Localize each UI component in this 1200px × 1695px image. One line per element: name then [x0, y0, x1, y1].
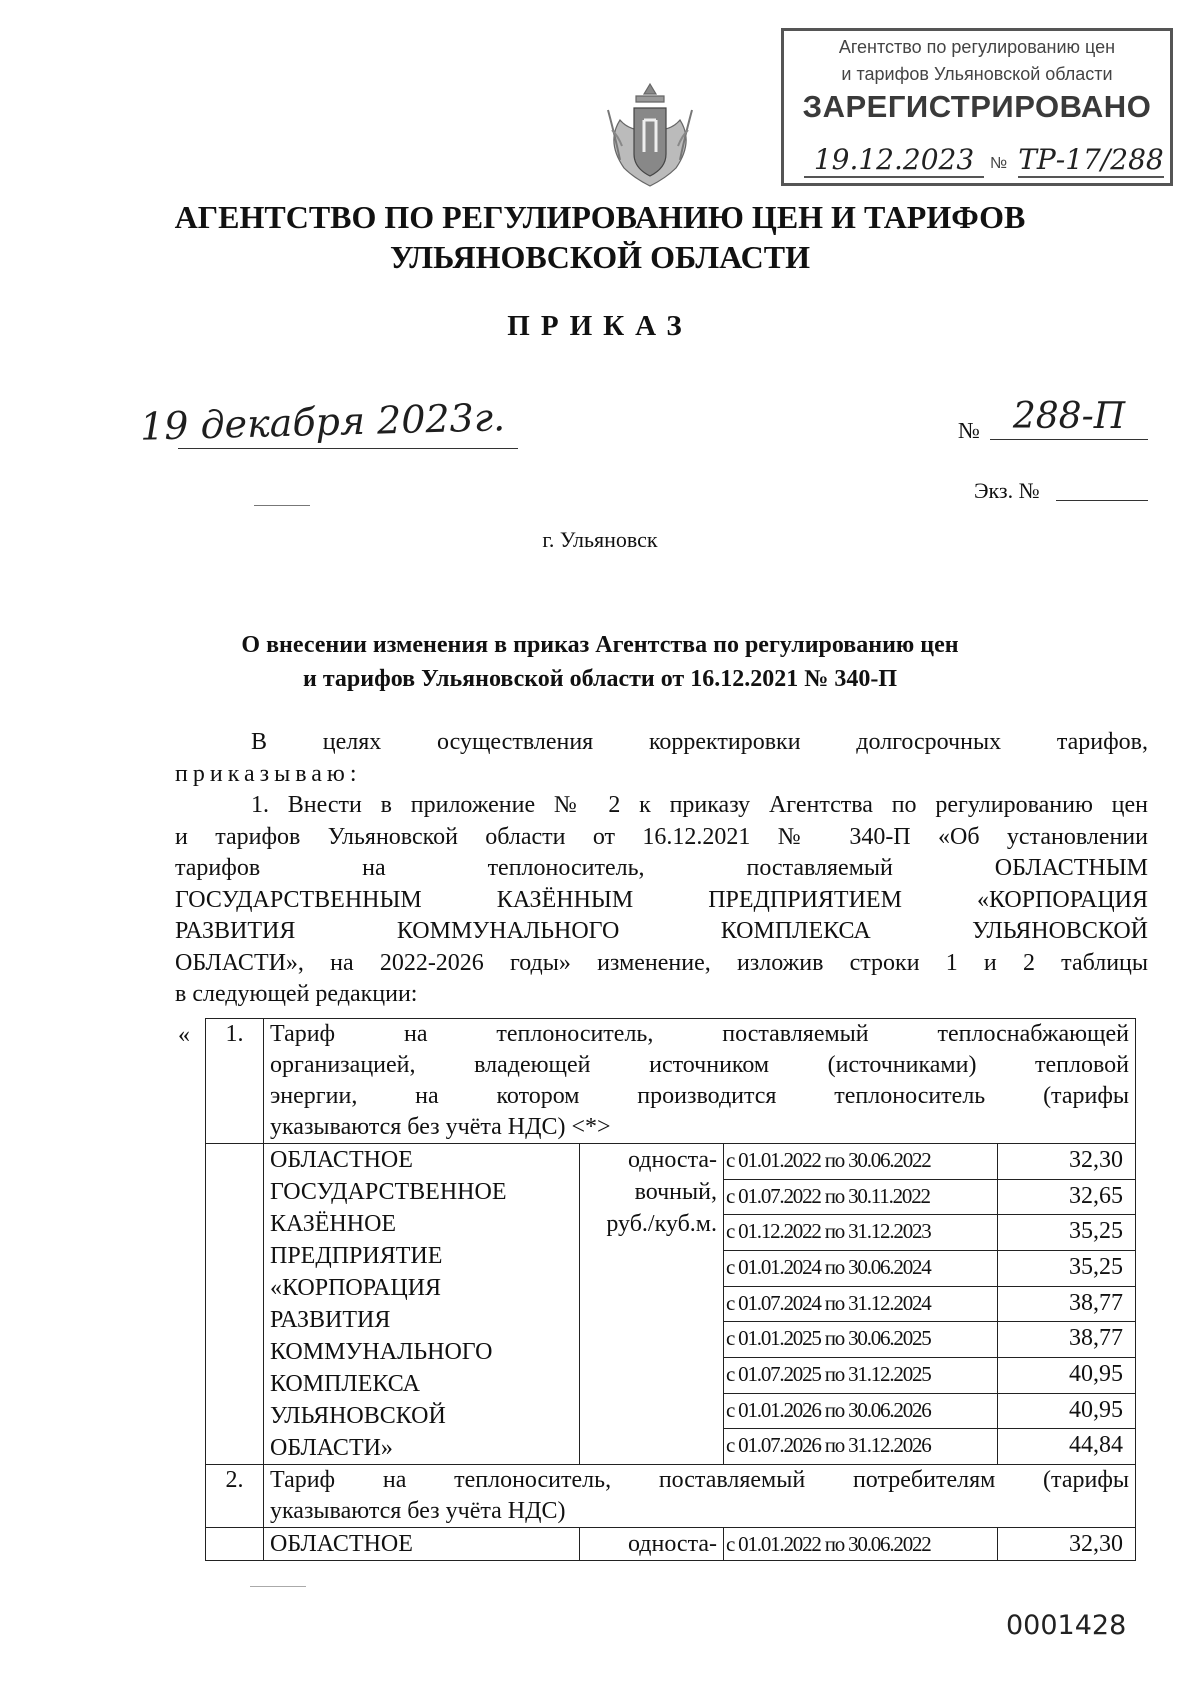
tariff-value-cell: 32,30: [998, 1528, 1136, 1561]
period-cell: с 01.01.2024 по 30.06.2024: [724, 1250, 998, 1286]
row2-organization: ОБЛАСТНОЕ: [264, 1528, 580, 1561]
tariff-value-cell: 38,77: [998, 1322, 1136, 1358]
table-row: [206, 1019, 1136, 1144]
period-cell: с 01.01.2022 по 30.06.2022: [724, 1528, 998, 1561]
org-line: РАЗВИТИЯ: [270, 1307, 391, 1333]
registration-stamp: [781, 28, 1173, 186]
stamp-status: ЗАРЕГИСТРИРОВАНО: [802, 89, 1152, 124]
unit-line: односта-: [627, 1147, 717, 1173]
stamp-agency-line2: и тарифов Ульяновской области: [841, 64, 1113, 84]
row1-desc-line1: Тариф на теплоноситель, поставляемый теплоснабжающей: [270, 1021, 1130, 1047]
tariff-value-cell: 32,30: [998, 1144, 1136, 1180]
tariff-value-cell: 40,95: [998, 1357, 1136, 1393]
row2-desc-line1: Тариф на теплоноситель, поставляемый потребителям (тарифы: [270, 1467, 1130, 1493]
row1-desc-line3: энергии, на котором производится теплоноситель (тарифы: [270, 1083, 1130, 1109]
period-cell: с 01.07.2024 по 31.12.2024: [724, 1286, 998, 1322]
period-cell: с 01.07.2022 по 30.11.2022: [724, 1179, 998, 1215]
divider-mark: [254, 505, 310, 506]
row1-empty-number-cell: [206, 1144, 264, 1465]
order-body: [175, 727, 1148, 1011]
stamp-agency-line1: Агентство по регулированию цен: [838, 37, 1116, 57]
row2-number: 2.: [206, 1465, 264, 1528]
subject-line1: О внесении изменения в приказ Агентства по регулированию цен: [241, 632, 959, 658]
tariff-value-cell: 35,25: [998, 1215, 1136, 1251]
unit-line: руб./куб.м.: [606, 1211, 717, 1237]
table-row: [206, 1528, 1136, 1561]
body-para1-line1: В целях осуществления корректировки долгосрочных тарифов,: [251, 729, 1148, 755]
row1-unit: [580, 1144, 724, 1465]
period-cell: с 01.07.2025 по 31.12.2025: [724, 1357, 998, 1393]
row1-description: [264, 1019, 1136, 1144]
row1-number: 1.: [206, 1019, 264, 1144]
stamp-number: ТР-17/288: [1018, 143, 1164, 176]
tariff-value-cell: 35,25: [998, 1250, 1136, 1286]
body-para2-line6: ОБЛАСТИ», на 2022-2026 годы» изменение, изложив строки 1 и 2 таблицы: [175, 949, 1148, 976]
date-underline: [178, 448, 518, 449]
subject-line2: и тарифов Ульяновской области от 16.12.2021 № 340-П: [303, 666, 897, 692]
unit-line: вочный,: [634, 1179, 717, 1205]
row2-empty-number-cell: [206, 1528, 264, 1561]
agency-title-line2: УЛЬЯНОВСКОЙ ОБЛАСТИ: [389, 239, 811, 275]
row2-unit: односта-: [580, 1528, 724, 1561]
org-line: ОБЛАСТНОЕ: [270, 1147, 413, 1173]
agency-title: [0, 197, 1200, 277]
org-line: КОММУНАЛЬНОГО: [270, 1339, 493, 1365]
org-line: КОМПЛЕКСА: [270, 1371, 420, 1397]
row1-desc-line2: организацией, владеющей источником (источниками) тепловой: [270, 1052, 1130, 1078]
body-para1-line2: приказываю:: [175, 760, 362, 787]
body-para2-line5: РАЗВИТИЯ КОММУНАЛЬНОГО КОМПЛЕКСА УЛЬЯНОВСКОЙ: [175, 918, 1148, 944]
tariff-value-cell: 40,95: [998, 1393, 1136, 1429]
org-line: ГОСУДАРСТВЕННОЕ: [270, 1179, 507, 1205]
org-line: УЛЬЯНОВСКОЙ: [270, 1403, 446, 1429]
agency-title-line1: АГЕНТСТВО ПО РЕГУЛИРОВАНИЮ ЦЕН И ТАРИФОВ: [174, 199, 1026, 235]
tariff-table: [205, 1018, 1136, 1561]
row1-organization: [264, 1144, 580, 1465]
stamp-number-label: №: [990, 155, 1008, 172]
org-line: КАЗЁННОЕ: [270, 1211, 397, 1237]
period-cell: с 01.01.2025 по 30.06.2025: [724, 1322, 998, 1358]
order-date-handwritten: 19 декабря 2023г.: [139, 395, 506, 449]
org-line: ПРЕДПРИЯТИЕ: [270, 1243, 443, 1269]
city: г. Ульяновск: [542, 527, 658, 552]
quote-open: «: [178, 1022, 190, 1048]
body-para2-line3: тарифов на теплоноситель, поставляемый ОБЛАСТНЫМ: [175, 855, 1148, 881]
tariff-value-cell: 44,84: [998, 1429, 1136, 1465]
order-number-handwritten: 288-П: [990, 396, 1148, 440]
document-type: ПРИКАЗ: [507, 310, 693, 342]
body-para2-line4: ГОСУДАРСТВЕННЫМ КАЗЁННЫМ ПРЕДПРИЯТИЕМ «КОРПОРАЦИЯ: [175, 886, 1148, 913]
table-row: [206, 1465, 1136, 1528]
copy-number-underline: [1056, 500, 1148, 501]
period-cell: с 01.01.2026 по 30.06.2026: [724, 1393, 998, 1429]
period-cell: с 01.01.2022 по 30.06.2022: [724, 1144, 998, 1180]
document-serial-number: 0001428: [1006, 1610, 1127, 1641]
body-para2-line7: в следующей редакции:: [175, 981, 418, 1007]
table-row: [206, 1144, 1136, 1180]
tariff-value-cell: 32,65: [998, 1179, 1136, 1215]
coat-of-arms-emblem: [602, 80, 698, 192]
org-line: ОБЛАСТИ»: [270, 1435, 393, 1461]
row1-desc-line4: указываются без учёта НДС) <*>: [270, 1114, 611, 1140]
body-para2-line1: 1. Внести в приложение № 2 к приказу Агентства по регулированию цен: [251, 792, 1148, 818]
period-cell: с 01.07.2026 по 31.12.2026: [724, 1429, 998, 1465]
row2-description: [264, 1465, 1136, 1528]
row2-desc-line2: указываются без учёта НДС): [270, 1498, 566, 1524]
order-number-label: №: [958, 418, 980, 443]
copy-number-label: Экз. №: [974, 478, 1040, 503]
tariff-value-cell: 38,77: [998, 1286, 1136, 1322]
stamp-date: 19.12.2023: [804, 143, 984, 178]
body-para2-line2: и тарифов Ульяновской области от 16.12.2021 № 340-П «Об установлении: [175, 823, 1148, 850]
period-cell: с 01.12.2022 по 31.12.2023: [724, 1215, 998, 1251]
org-line: «КОРПОРАЦИЯ: [270, 1275, 442, 1301]
order-subject: [0, 628, 1200, 696]
footer-divider-mark: [250, 1586, 306, 1587]
